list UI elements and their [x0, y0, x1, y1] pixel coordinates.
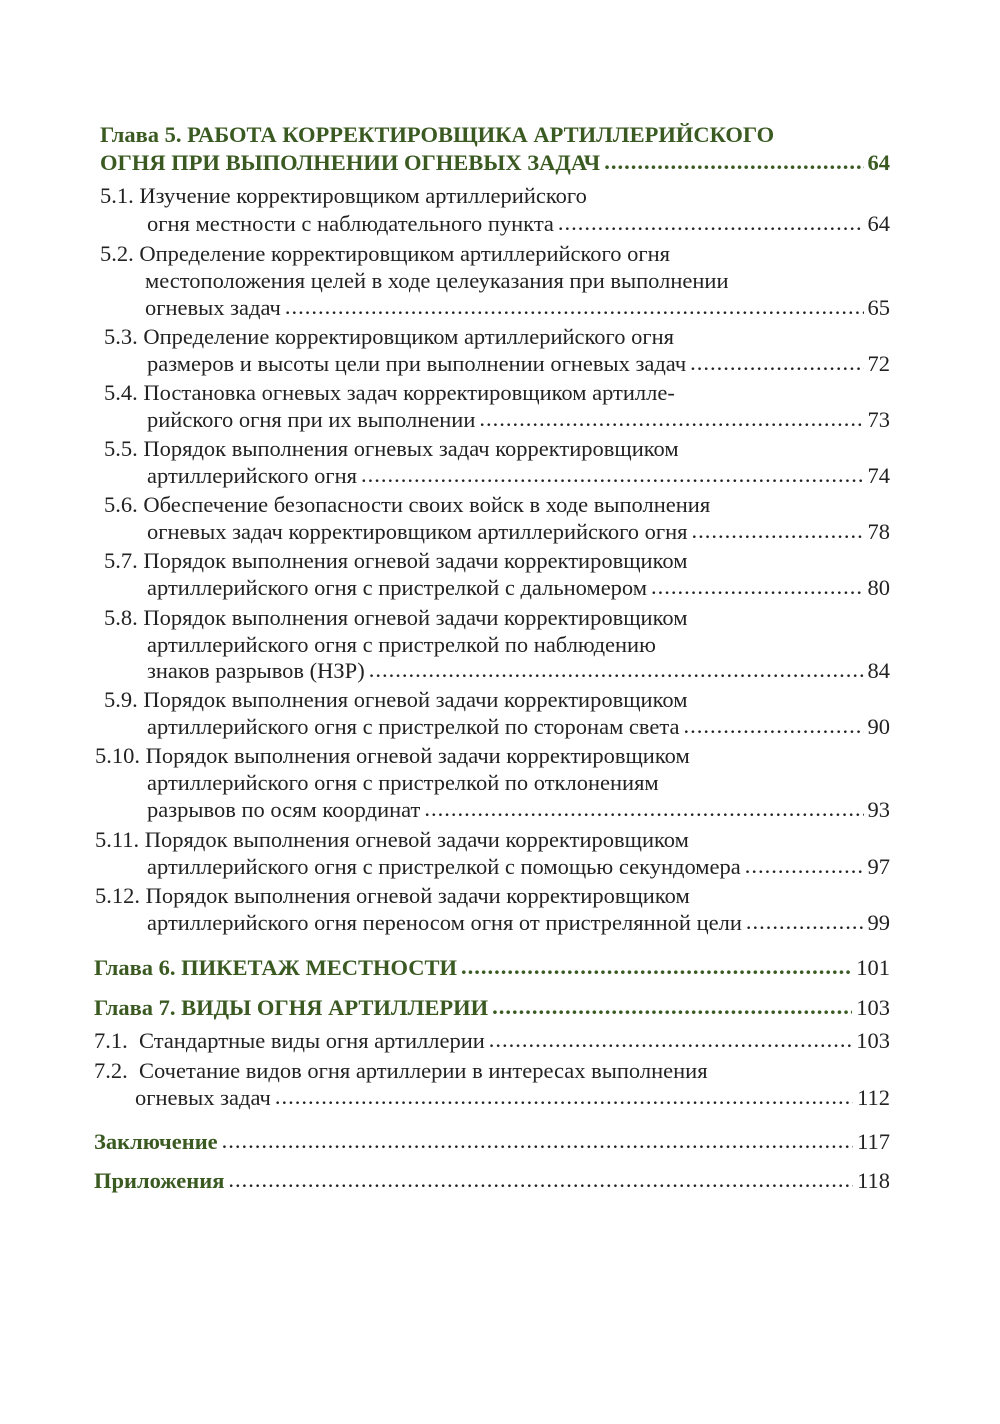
dot-leader	[690, 349, 863, 377]
section-5-11-line1: 5.11. Порядок выполнения огневой задачи корректировщиком	[95, 827, 689, 852]
section-5-4-line2: рийского огня при их выполнении ..... 73	[147, 406, 890, 434]
section-5-5-line2: артиллерийского огня ..... 74	[147, 462, 890, 490]
section-5-6-line2: огневых задач корректировщиком артиллерийского огня ..... 78	[147, 518, 890, 546]
section-7-2-line2: огневых задач ..... 112	[135, 1084, 890, 1112]
section-5-2-line2: местоположения целей в ходе целеуказания при выполнении	[145, 268, 729, 293]
section-5-8-line3: знаков разрывов (НЗР) ..... 84	[147, 657, 890, 685]
section-5-9-line2: артиллерийского огня с пристрелкой по сторонам света ..... 90	[147, 713, 890, 741]
section-5-7-line1: 5.7. Порядок выполнения огневой задачи корректировщиком	[104, 548, 688, 573]
dot-leader	[424, 795, 863, 823]
conclusion-entry: Заключение ..... 117	[94, 1128, 890, 1156]
section-5-8-line1: 5.8. Порядок выполнения огневой задачи корректировщиком	[104, 605, 688, 630]
section-7-2-line1: 7.2. Сочетание видов огня артиллерии в интересах выполнения	[94, 1058, 708, 1083]
section-5-12-line1: 5.12. Порядок выполнения огневой задачи корректировщиком	[95, 883, 690, 908]
section-5-6-line1: 5.6. Обеспечение безопасности своих войск в ходе выполнения	[104, 492, 711, 517]
section-5-11-line2: артиллерийского огня с пристрелкой с помощью секундомера ..... 97	[147, 853, 890, 881]
chapter5-title-line2: ОГНЯ ПРИ ВЫПОЛНЕНИИ ОГНЕВЫХ ЗАДАЧ ..... 64	[100, 149, 890, 177]
dot-leader	[228, 1166, 853, 1194]
dot-leader	[745, 852, 864, 880]
section-5-1-line1: 5.1. Изучение корректировщиком артиллерийского	[100, 183, 587, 208]
dot-leader	[746, 908, 864, 936]
chapter6-title: Глава 6. ПИКЕТАЖ МЕСТНОСТИ ..... 101	[94, 954, 890, 982]
section-5-8-line2: артиллерийского огня с пристрелкой по наблюдению	[147, 632, 656, 657]
section-5-3-line2: размеров и высоты цели при выполнении огневых задач ..... 72	[147, 350, 890, 378]
appendices-entry: Приложения ..... 118	[94, 1167, 890, 1195]
dot-leader	[684, 712, 864, 740]
dot-leader	[275, 1083, 853, 1111]
dot-leader	[461, 953, 852, 981]
section-5-1-line2: огня местности с наблюдательного пункта ..... 64	[147, 210, 890, 238]
section-5-9-line1: 5.9. Порядок выполнения огневой задачи корректировщиком	[104, 687, 688, 712]
section-5-12-line2: артиллерийского огня переносом огня от пристрелянной цели ..... 99	[147, 909, 890, 937]
dot-leader	[489, 1026, 852, 1054]
section-5-7-line2: артиллерийского огня с пристрелкой с дальномером ..... 80	[147, 574, 890, 602]
section-5-2-line3: огневых задач ..... 65	[145, 294, 890, 322]
chapter5-title-line1: Глава 5. РАБОТА КОРРЕКТИРОВЩИКА АРТИЛЛЕРИЙСКОГО	[100, 122, 775, 147]
dot-leader	[285, 293, 864, 321]
section-5-10-line1: 5.10. Порядок выполнения огневой задачи корректировщиком	[95, 743, 690, 768]
section-5-10-line2: артиллерийского огня с пристрелкой по отклонениям	[147, 770, 659, 795]
dot-leader	[479, 405, 863, 433]
dot-leader	[369, 656, 864, 684]
section-5-10-line3: разрывов по осям координат ..... 93	[147, 796, 890, 824]
dot-leader	[222, 1127, 853, 1155]
dot-leader	[558, 209, 864, 237]
page-number: 64	[867, 150, 890, 175]
dot-leader	[692, 517, 864, 545]
section-5-3-line1: 5.3. Определение корректировщиком артиллерийского огня	[104, 324, 674, 349]
dot-leader	[651, 573, 864, 601]
section-5-5-line1: 5.5. Порядок выполнения огневых задач корректировщиком	[104, 436, 679, 461]
section-5-2-line1: 5.2. Определение корректировщиком артиллерийского огня	[100, 241, 670, 266]
dot-leader	[361, 461, 863, 489]
section-5-4-line1: 5.4. Постановка огневых задач корректировщиком артилле-	[104, 380, 675, 405]
dot-leader	[492, 993, 852, 1021]
section-7-1: 7.1. Стандартные виды огня артиллерии ..... 103	[94, 1027, 890, 1055]
dot-leader	[604, 148, 863, 176]
chapter7-title: Глава 7. ВИДЫ ОГНЯ АРТИЛЛЕРИИ ..... 103	[94, 994, 890, 1022]
